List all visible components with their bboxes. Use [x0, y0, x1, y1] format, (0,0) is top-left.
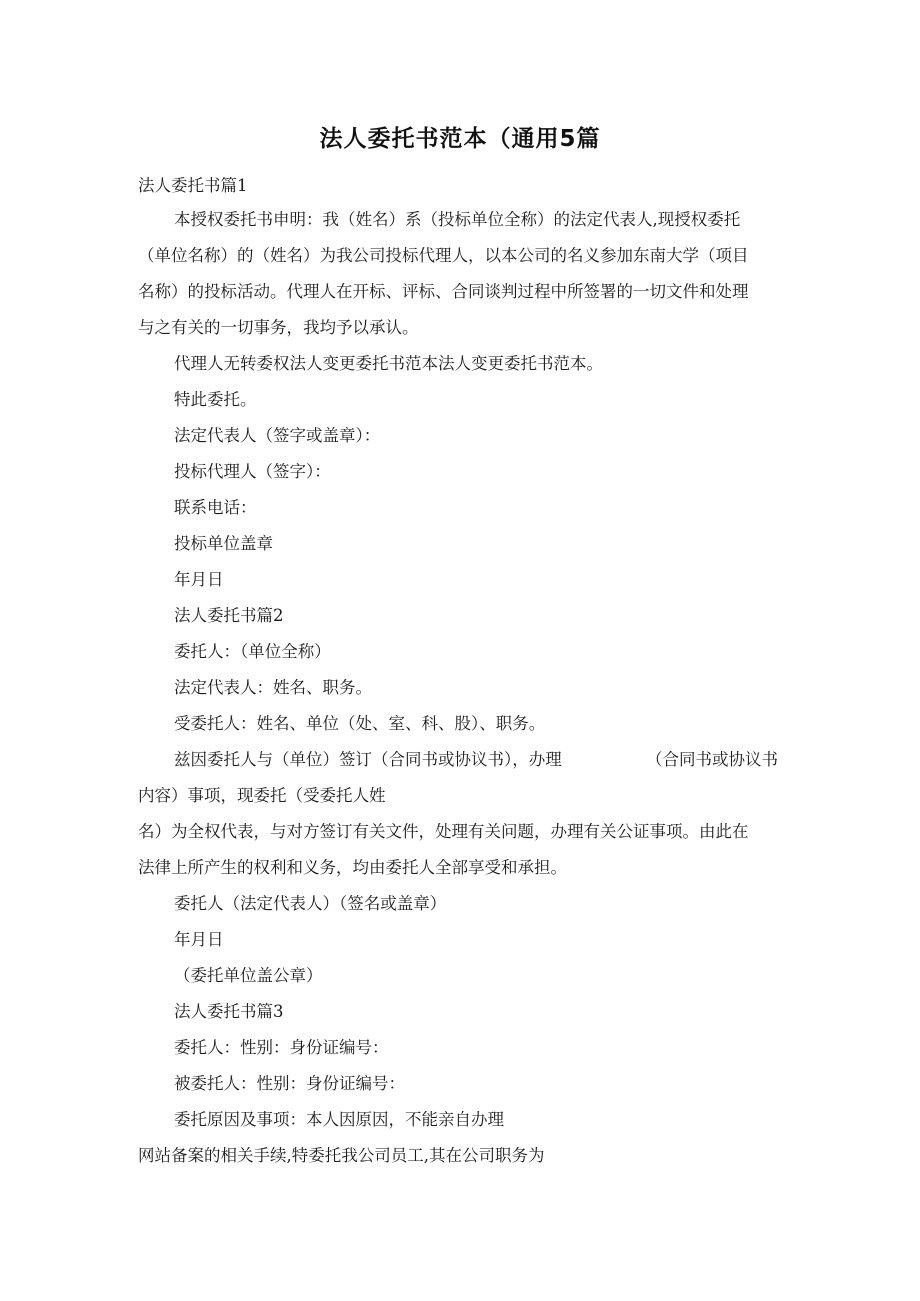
- document-title: 法人委托书范本（通用5篇: [319, 126, 601, 152]
- paragraph-line: 代理人无转委权法人变更委托书范本法人变更委托书范本。: [174, 354, 603, 373]
- paragraph-line-continued: （合同书或协议书: [646, 750, 778, 769]
- contact-line: 联系电话：: [174, 498, 257, 517]
- date-line: 年月日: [174, 930, 224, 949]
- seal-line: 投标单位盖章: [174, 534, 273, 553]
- paragraph-line: 委托人：性别：身份证编号：: [174, 1038, 389, 1057]
- paragraph-line: 法定代表人：姓名、职务。: [174, 678, 372, 697]
- section-heading-2: 法人委托书篇2: [174, 606, 284, 625]
- paragraph-line: 特此委托。: [174, 390, 257, 409]
- paragraph-line: 兹因委托人与（单位）签订（合同书或协议书），办理: [174, 750, 562, 769]
- date-line: 年月日: [174, 570, 224, 589]
- paragraph-line: 名称）的投标活动。代理人在开标、评标、合同谈判过程中所签署的一切文件和处理: [138, 282, 749, 301]
- paragraph-line: 本授权委托书申明：我（姓名）系（投标单位全称）的法定代表人,现授权委托: [174, 210, 741, 229]
- signature-line: 法定代表人（签字或盖章）：: [174, 426, 381, 445]
- paragraph-line: 委托原因及事项：本人因原因，不能亲自办理: [174, 1110, 504, 1129]
- paragraph-line: 网站备案的相关手续,特委托我公司员工,其在公司职务为: [138, 1146, 545, 1165]
- paragraph-line: 法律上所产生的权利和义务，均由委托人全部享受和承担。: [138, 858, 567, 877]
- seal-line: （委托单位盖公章）: [174, 966, 323, 985]
- section-heading-3: 法人委托书篇3: [174, 1002, 284, 1021]
- paragraph-line: （单位名称）的（姓名）为我公司投标代理人，以本公司的名义参加东南大学（项目: [138, 246, 749, 265]
- signature-line: 投标代理人（签字）：: [174, 462, 331, 481]
- paragraph-line: 被委托人：性别：身份证编号：: [174, 1074, 405, 1093]
- paragraph-line: 与之有关的一切事务，我均予以承认。: [138, 318, 419, 337]
- section-heading-1: 法人委托书篇1: [138, 176, 248, 195]
- paragraph-line: 内容）事项，现委托（受委托人姓: [138, 786, 386, 805]
- paragraph-line: 名）为全权代表，与对方签订有关文件，处理有关问题，办理有关公证事项。由此在: [138, 822, 749, 841]
- signature-line: 委托人（法定代表人）（签名或盖章）: [174, 894, 447, 913]
- paragraph-line: 委托人：（单位全称）: [174, 642, 331, 661]
- paragraph-line: 受委托人：姓名、单位（处、室、科、股）、职务。: [174, 714, 546, 733]
